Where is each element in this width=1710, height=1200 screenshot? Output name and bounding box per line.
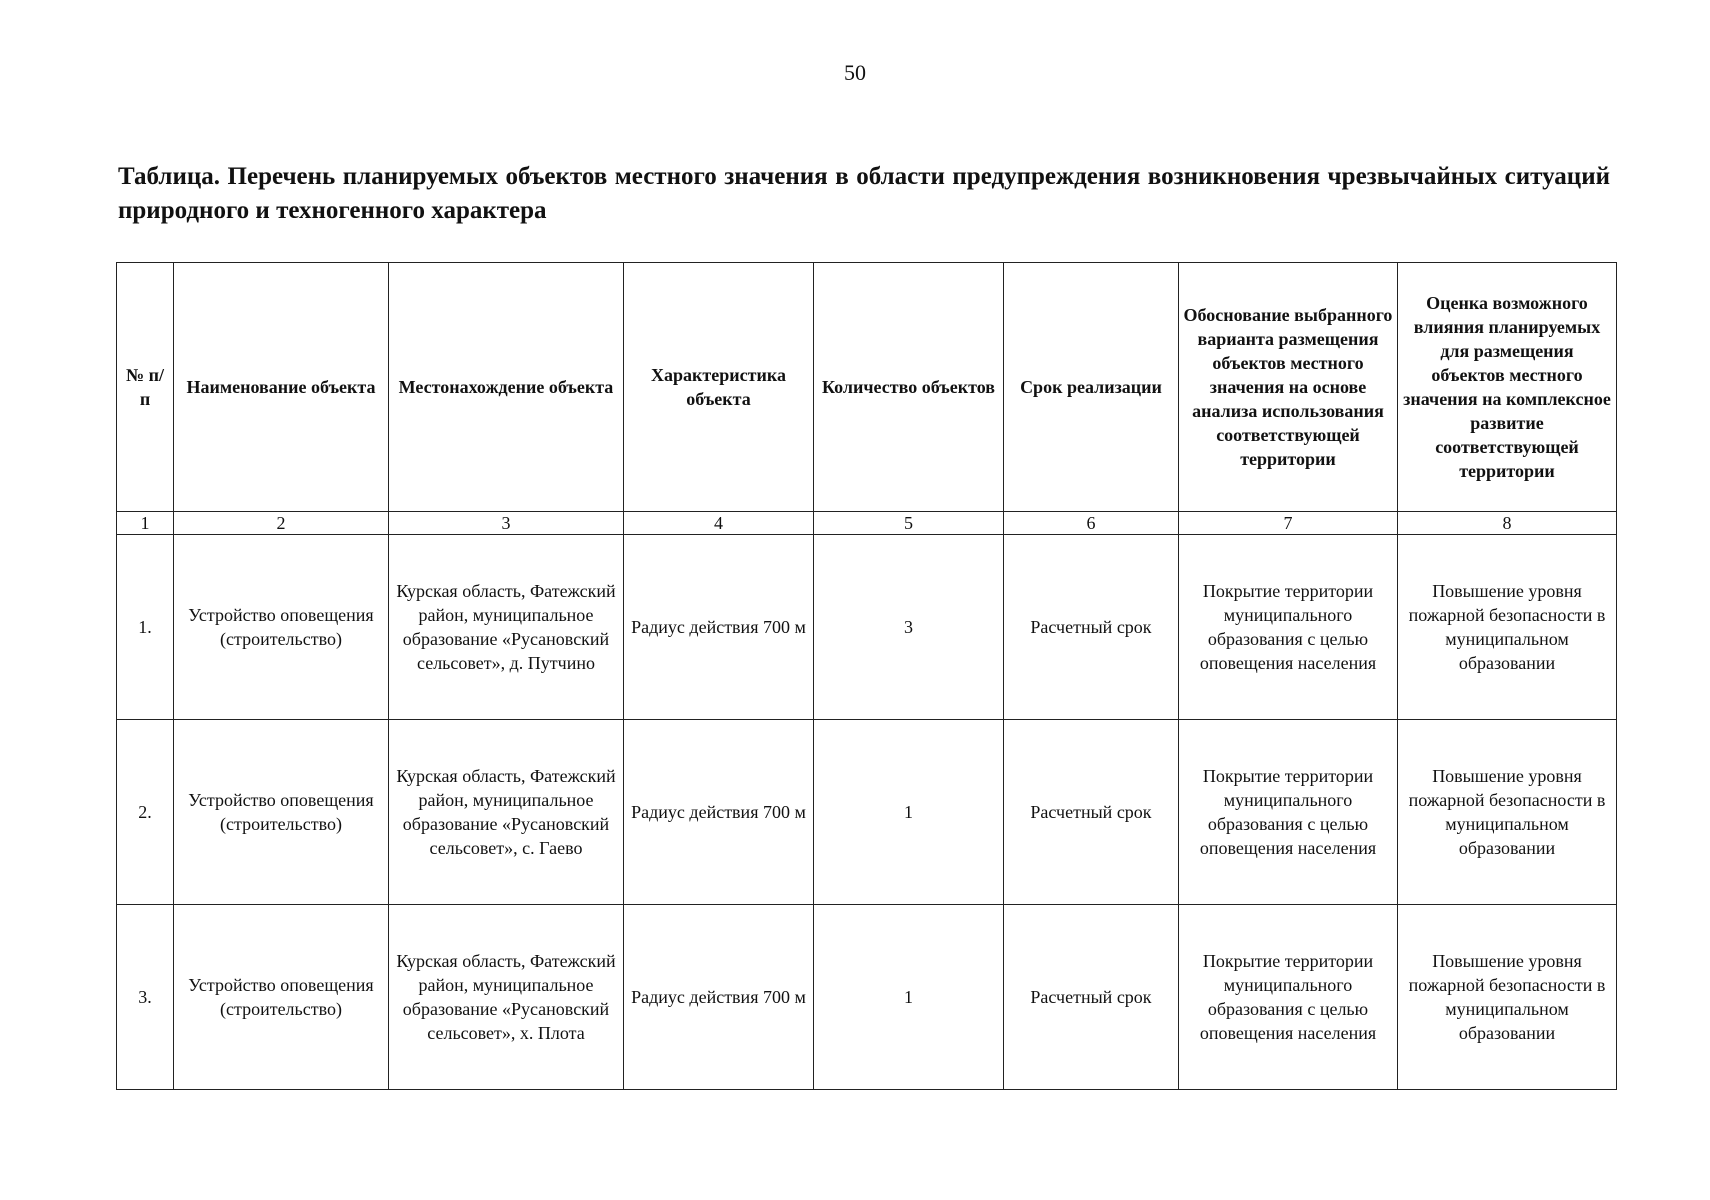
table-row [117, 535, 1617, 720]
cell-location: Курская область, Фатежский район, муниципальное образование «Русановский сельсовет», с. Гаево [389, 720, 624, 905]
page-number: 50 [844, 60, 866, 85]
cell-count: 1 [814, 720, 1004, 905]
cell-no: 1. [117, 535, 174, 720]
header-count: Количество объектов [814, 263, 1004, 512]
cell-impact: Повышение уровня пожарной безопасности в муниципальном образовании [1398, 535, 1617, 720]
column-number: 4 [624, 512, 814, 535]
cell-no: 2. [117, 720, 174, 905]
cell-name: Устройство оповещения (строительство) [174, 720, 389, 905]
cell-location: Курская область, Фатежский район, муниципальное образование «Русановский сельсовет», д. Путчино [389, 535, 624, 720]
cell-characteristic: Радиус действия 700 м [624, 720, 814, 905]
cell-term: Расчетный срок [1004, 535, 1179, 720]
cell-impact: Повышение уровня пожарной безопасности в муниципальном образовании [1398, 905, 1617, 1090]
table-row [117, 905, 1617, 1090]
column-number: 8 [1398, 512, 1617, 535]
cell-location: Курская область, Фатежский район, муниципальное образование «Русановский сельсовет», х. Плота [389, 905, 624, 1090]
header-row [117, 263, 1617, 512]
cell-term: Расчетный срок [1004, 905, 1179, 1090]
table-title: Таблица. Перечень планируемых объектов местного значения в области предупреждения возникновения чрезвычайных ситуаций природного и техногенного характера [118, 163, 1610, 224]
cell-name: Устройство оповещения (строительство) [174, 535, 389, 720]
column-number: 2 [174, 512, 389, 535]
column-number-row [117, 512, 1617, 535]
cell-no: 3. [117, 905, 174, 1090]
column-number: 3 [389, 512, 624, 535]
cell-justification: Покрытие территории муниципального образования с целью оповещения населения [1179, 720, 1398, 905]
cell-count: 3 [814, 535, 1004, 720]
header-name: Наименование объекта [174, 263, 389, 512]
header-term: Срок реализации [1004, 263, 1179, 512]
header-characteristic: Характеристика объекта [624, 263, 814, 512]
cell-justification: Покрытие территории муниципального образования с целью оповещения населения [1179, 535, 1398, 720]
cell-name: Устройство оповещения (строительство) [174, 905, 389, 1090]
column-number: 7 [1179, 512, 1398, 535]
header-no: № п/п [117, 263, 174, 512]
table-row [117, 720, 1617, 905]
column-number: 5 [814, 512, 1004, 535]
column-number: 6 [1004, 512, 1179, 535]
header-impact: Оценка возможного влияния планируемых для размещения объектов местного значения на комплексное развитие соответствующей территории [1398, 263, 1617, 512]
cell-count: 1 [814, 905, 1004, 1090]
cell-term: Расчетный срок [1004, 720, 1179, 905]
header-location: Местонахождение объекта [389, 263, 624, 512]
cell-characteristic: Радиус действия 700 м [624, 535, 814, 720]
cell-characteristic: Радиус действия 700 м [624, 905, 814, 1090]
objects-table [116, 262, 1617, 1090]
cell-impact: Повышение уровня пожарной безопасности в муниципальном образовании [1398, 720, 1617, 905]
column-number: 1 [117, 512, 174, 535]
header-justification: Обоснование выбранного варианта размещения объектов местного значения на основе анализа использования соответствующей территории [1179, 263, 1398, 512]
cell-justification: Покрытие территории муниципального образования с целью оповещения населения [1179, 905, 1398, 1090]
